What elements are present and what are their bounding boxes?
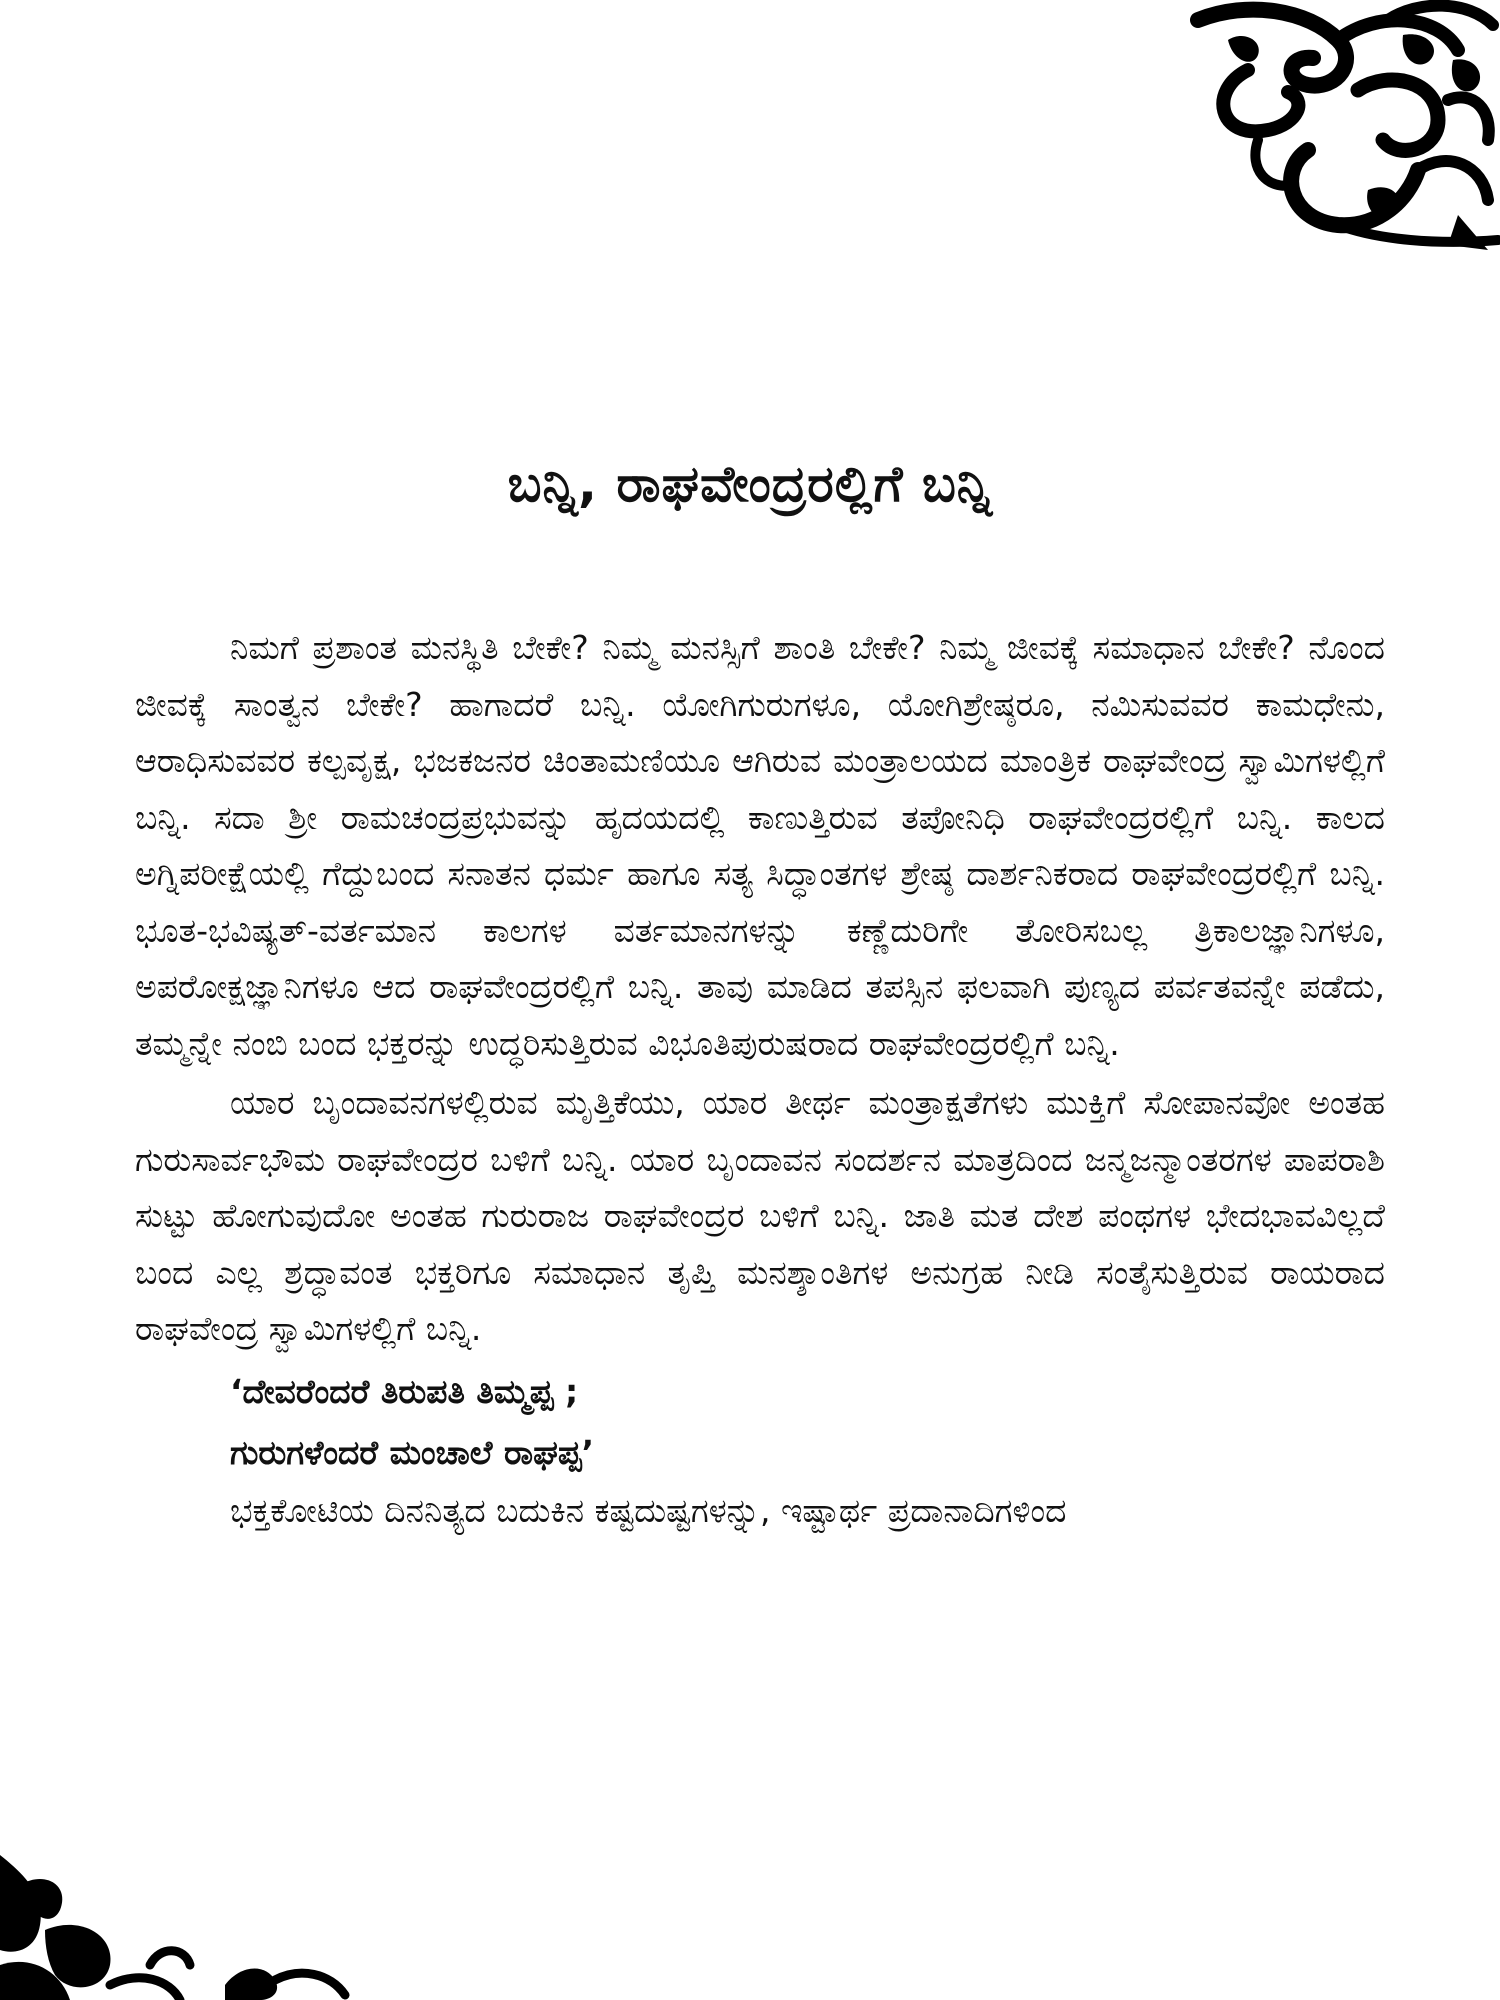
floral-corner-ornament-icon — [0, 1855, 360, 2000]
paragraph-continued: ಭಕ್ತಕೋಟಿಯ ದಿನನಿತ್ಯದ ಬದುಕಿನ ಕಷ್ಟದುಷ್ಟಗಳನ್ನು, ಇಷ್ಟಾರ್ಥ ಪ್ರದಾನಾದಿಗಳಿಂದ — [230, 1490, 1067, 1530]
article-body — [135, 620, 1385, 1539]
floral-corner-ornament-icon — [1188, 0, 1500, 252]
paragraph: ನಿಮಗೆ ಪ್ರಶಾಂತ ಮನಸ್ಥಿತಿ ಬೇಕೇ? ನಿಮ್ಮ ಮನಸ್ಸಿಗೆ ಶಾಂತಿ ಬೇಕೇ? ನಿಮ್ಮ ಜೀವಕ್ಕೆ ಸಮಾಧಾನ ಬೇಕೇ? ನೊಂದ ಜೀವಕ್ಕೆ ಸಾಂತ್ವನ ಬೇಕೇ? ಹಾಗಾದರೆ ಬನ್ನಿ. ಯೋಗಿಗುರುಗಳೂ, ಯೋಗಿಶ್ರೇಷ್ಠರೂ, ನಮಿಸುವವರ ಕಾಮಧೇನು, ಆರಾಧಿಸುವವರ ಕಲ್ಪವೃಕ್ಷ, ಭಜಕಜನರ ಚಿಂತಾಮಣಿಯೂ ಆಗಿರುವ ಮಂತ್ರಾಲಯದ ಮಾಂತ್ರಿಕ ರಾಘವೇಂದ್ರ ಸ್ವಾಮಿಗಳಲ್ಲಿಗೆ ಬನ್ನಿ. ಸದಾ ಶ್ರೀ ರಾಮಚಂದ್ರಪ್ರಭುವನ್ನು ಹೃದಯದಲ್ಲಿ ಕಾಣುತ್ತಿರುವ ತಪೋನಿಧಿ ರಾಘವೇಂದ್ರರಲ್ಲಿಗೆ ಬನ್ನಿ. ಕಾಲದ ಅಗ್ನಿಪರೀಕ್ಷೆಯಲ್ಲಿ ಗೆದ್ದುಬಂದ ಸನಾತನ ಧರ್ಮ ಹಾಗೂ ಸತ್ಯ ಸಿದ್ಧಾಂತಗಳ ಶ್ರೇಷ್ಠ ದಾರ್ಶನಿಕರಾದ ರಾಘವೇಂದ್ರರಲ್ಲಿಗೆ ಬನ್ನಿ. ಭೂತ-ಭವಿಷ್ಯತ್-ವರ್ತಮಾನ ಕಾಲಗಳ ವರ್ತಮಾನಗಳನ್ನು ಕಣ್ಣೆದುರಿಗೇ ತೋರಿಸಬಲ್ಲ ತ್ರಿಕಾಲಜ್ಞಾನಿಗಳೂ, ಅಪರೋಕ್ಷಜ್ಞಾನಿಗಳೂ ಆದ ರಾಘವೇಂದ್ರರಲ್ಲಿಗೆ ಬನ್ನಿ. ತಾವು ಮಾಡಿದ ತಪಸ್ಸಿನ ಫಲವಾಗಿ ಪುಣ್ಯದ ಪರ್ವತವನ್ನೇ ಪಡೆದು, ತಮ್ಮನ್ನೇ ನಂಬಿ ಬಂದ ಭಕ್ತರನ್ನು ಉದ್ಧರಿಸುತ್ತಿರುವ ವಿಭೂತಿಪುರುಷರಾದ ರಾಘವೇಂದ್ರರಲ್ಲಿಗೆ ಬನ್ನಿ. — [135, 628, 1385, 1063]
paragraph: ಯಾರ ಬೃಂದಾವನಗಳಲ್ಲಿರುವ ಮೃತ್ತಿಕೆಯು, ಯಾರ ತೀರ್ಥ ಮಂತ್ರಾಕ್ಷತೆಗಳು ಮುಕ್ತಿಗೆ ಸೋಪಾನವೋ ಅಂತಹ ಗುರುಸಾರ್ವಭೌಮ ರಾಘವೇಂದ್ರರ ಬಳಿಗೆ ಬನ್ನಿ. ಯಾರ ಬೃಂದಾವನ ಸಂದರ್ಶನ ಮಾತ್ರದಿಂದ ಜನ್ಮಜನ್ಮಾಂತರಗಳ ಪಾಪರಾಶಿ ಸುಟ್ಟು ಹೋಗುವುದೋ ಅಂತಹ ಗುರುರಾಜ ರಾಘವೇಂದ್ರರ ಬಳಿಗೆ ಬನ್ನಿ. ಜಾತಿ ಮತ ದೇಶ ಪಂಥಗಳ ಭೇದಭಾವವಿಲ್ಲದೆ ಬಂದ ಎಲ್ಲ ಶ್ರದ್ಧಾವಂತ ಭಕ್ತರಿಗೂ ಸಮಾಧಾನ ತೃಪ್ತಿ ಮನಶ್ಶಾಂತಿಗಳ ಅನುಗ್ರಹ ನೀಡಿ ಸಂತೈಸುತ್ತಿರುವ ರಾಯರಾದ ರಾಘವೇಂದ್ರ ಸ್ವಾಮಿಗಳಲ್ಲಿಗೆ ಬನ್ನಿ. — [135, 1083, 1385, 1348]
quote-line: ‘ದೇವರೆಂದರೆ ತಿರುಪತಿ ತಿಮ್ಮಪ್ಪ ; — [230, 1371, 579, 1411]
page-title: ಬನ್ನಿ, ರಾಘವೇಂದ್ರರಲ್ಲಿಗೆ ಬನ್ನಿ — [507, 455, 993, 513]
quote-line: ಗುರುಗಳೆಂದರೆ ಮಂಚಾಲೆ ರಾಘಪ್ಪ’ — [230, 1432, 595, 1472]
